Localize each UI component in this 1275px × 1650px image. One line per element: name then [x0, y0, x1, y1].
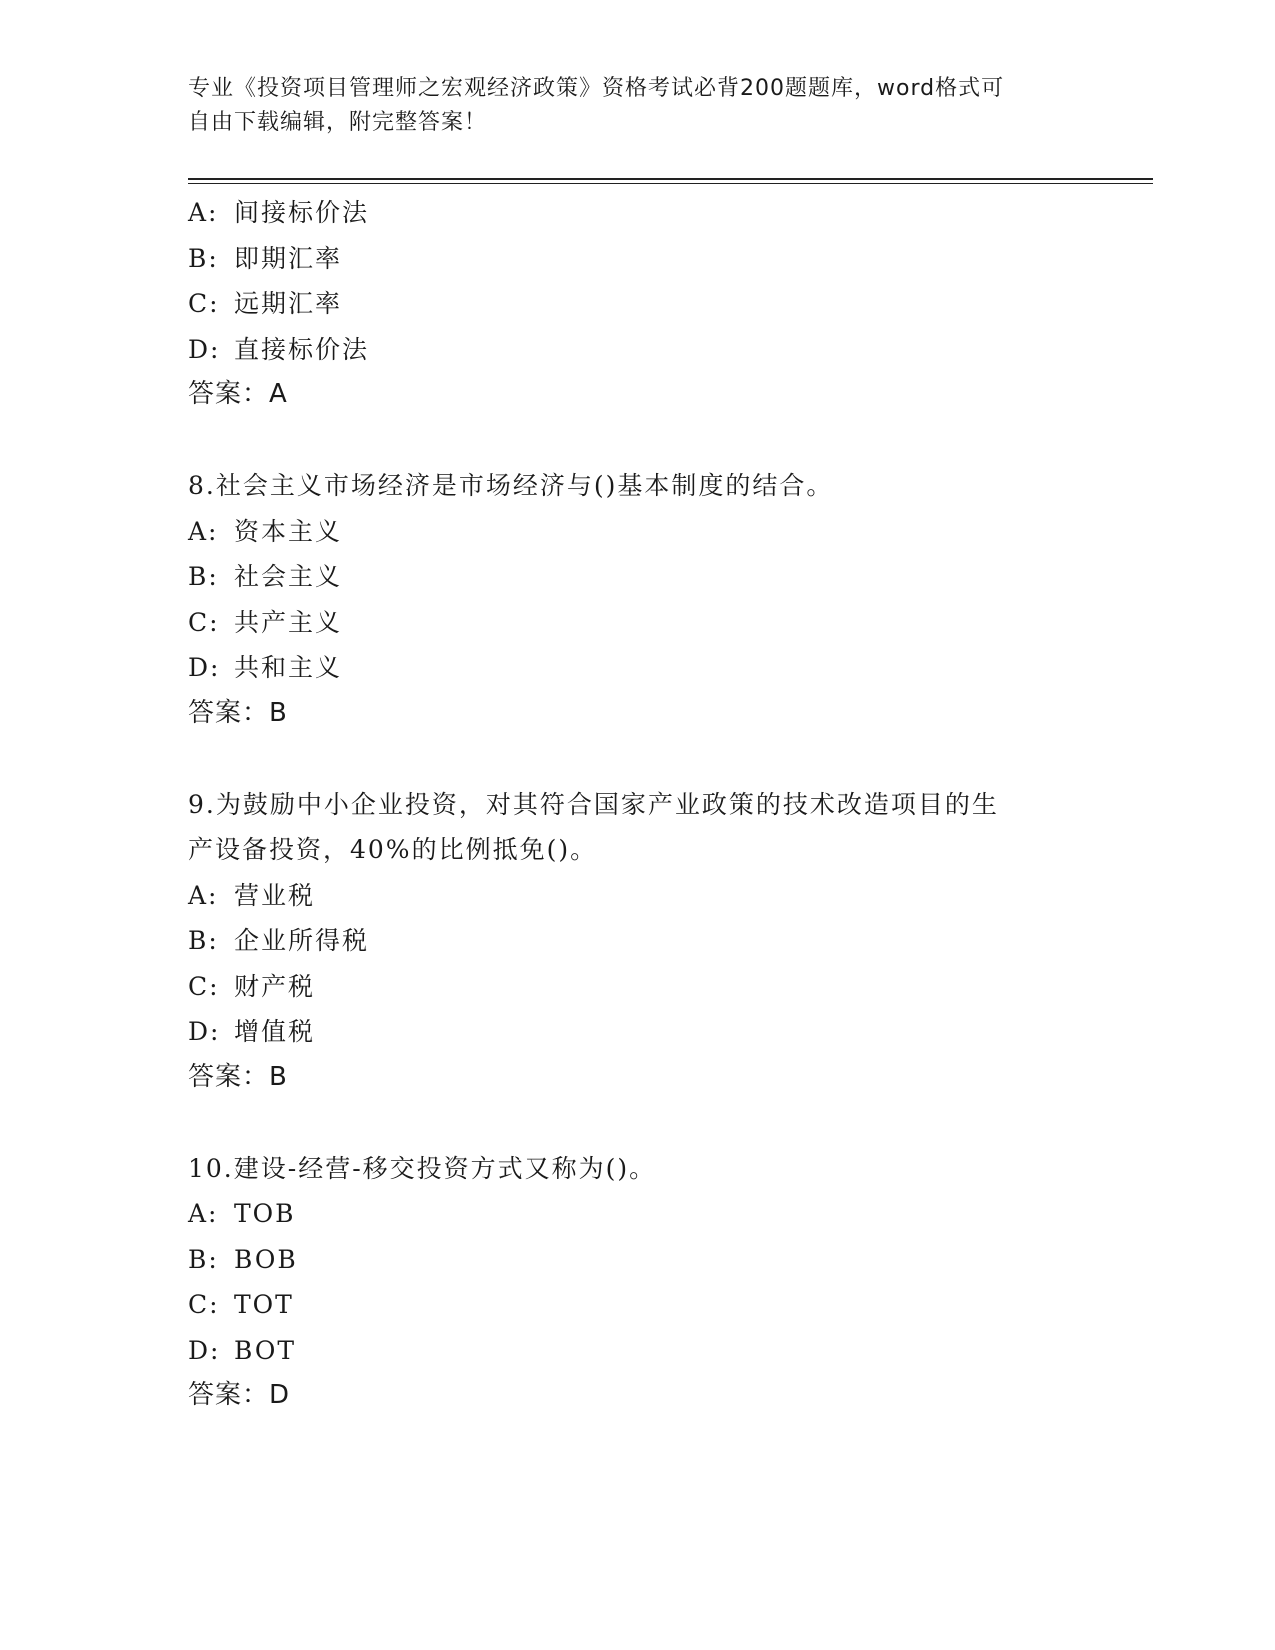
option-d: D: 直接标价法	[188, 334, 370, 364]
document-header	[188, 72, 1068, 140]
question-list	[188, 190, 1088, 1419]
question-stem-line-1: 9.为鼓励中小企业投资，对其符合国家产业政策的技术改造项目的生	[188, 789, 999, 819]
option-d: D: BOT	[188, 1335, 297, 1365]
header-line-1: 专业《投资项目管理师之宏观经济政策》资格考试必背200题题库，word格式可	[188, 76, 1005, 101]
header-divider-thin	[188, 183, 1153, 184]
option-c: C: 财产税	[188, 971, 316, 1001]
question-9	[188, 782, 1088, 1101]
spacer	[188, 736, 1088, 782]
answer: 答案：B	[188, 1061, 288, 1092]
spacer	[188, 1100, 1088, 1146]
answer: 答案：D	[188, 1380, 291, 1410]
spacer	[188, 418, 1088, 464]
option-b: B: 企业所得税	[188, 926, 370, 955]
option-a: A: 资本主义	[188, 516, 343, 546]
option-d: D: 共和主义	[188, 653, 343, 682]
option-a: A: 营业税	[188, 880, 316, 910]
option-b: B: 即期汇率	[188, 243, 343, 273]
option-a: A: TOB	[188, 1199, 296, 1228]
option-d: D: 增值税	[188, 1017, 316, 1046]
question-stem-line-2: 产设备投资，40%的比例抵免()。	[188, 835, 598, 864]
answer: 答案：B	[188, 697, 288, 728]
question-10	[188, 1146, 1088, 1419]
option-c: C: 远期汇率	[188, 289, 343, 318]
option-c: C: TOT	[188, 1290, 294, 1319]
question-stem: 8.社会主义市场经济是市场经济与()基本制度的结合。	[188, 471, 834, 500]
option-a: A: 间接标价法	[188, 198, 370, 227]
header-line-2: 自由下载编辑，附完整答案！	[188, 110, 488, 135]
question-7-continued	[188, 190, 1088, 418]
option-b: B: 社会主义	[188, 562, 343, 591]
option-b: B: BOB	[188, 1244, 298, 1274]
answer: 答案：A	[188, 379, 288, 409]
question-8	[188, 463, 1088, 736]
header-divider-thick	[188, 178, 1153, 180]
question-stem: 10.建设-经营-移交投资方式又称为()。	[188, 1153, 657, 1183]
option-c: C: 共产主义	[188, 607, 343, 637]
